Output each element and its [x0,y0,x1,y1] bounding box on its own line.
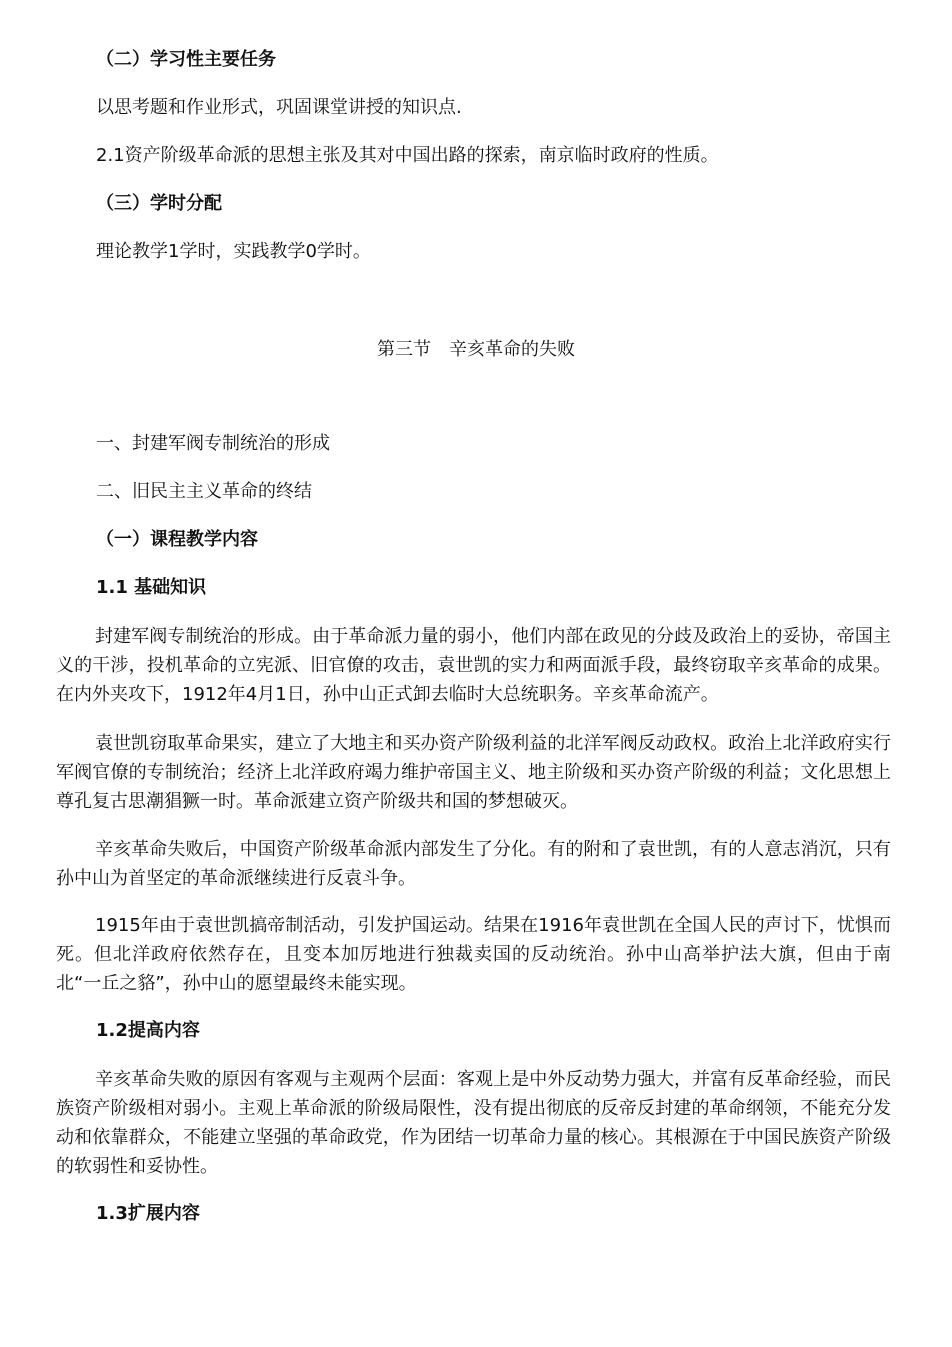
basic-knowledge-heading: 1.1 基础知识 [96,577,207,598]
outline-item-2: 二、旧民主主义革命的终结 [96,481,312,502]
course-content-heading: （一）课程教学内容 [96,529,258,550]
section3-heading: （三）学时分配 [96,193,222,214]
basic-paragraph-2: 袁世凯窃取革命果实，建立了大地主和买办资产阶级利益的北洋军阀反动政权。政治上北洋政府实行军阀官僚的专制统治；经济上北洋政府竭力维护帝国主义、地主阶级和买办资产阶级的利益；文化思想上尊孔复古思潮猖獗一时。革命派建立资产阶级共和国的梦想破灭。 [56,733,891,812]
basic-paragraph-1: 封建军阀专制统治的形成。由于革命派力量的弱小，他们内部在政见的分歧及政治上的妥协，帝国主义的干涉，投机革命的立宪派、旧官僚的攻击，袁世凯的实力和两面派手段，最终窃取辛亥革命的成果。在内外夹攻下，1912年4月1日，孙中山正式卸去临时大总统职务。辛亥革命流产。 [56,626,891,705]
basic-paragraph-3: 辛亥革命失败后，中国资产阶级革命派内部发生了分化。有的附和了袁世凯，有的人意志消沉，只有孙中山为首坚定的革命派继续进行反袁斗争。 [56,839,891,889]
chapter-title: 第三节 辛亥革命的失败 [377,339,575,360]
advanced-paragraph: 辛亥革命失败的原因有客观与主观两个层面：客观上是中外反动势力强大，并富有反革命经验，而民族资产阶级相对弱小。主观上革命派的阶级局限性，没有提出彻底的反帝反封建的革命纲领，不能充分发动和依靠群众，不能建立坚强的革命政党，作为团结一切革命力量的核心。其根源在于中国民族资产阶级的软弱性和妥协性。 [56,1069,891,1177]
section3-line1: 理论教学1学时，实践教学0学时。 [96,241,371,262]
outline-item-1: 一、封建军阀专制统治的形成 [96,433,330,454]
basic-paragraph-4: 1915年由于袁世凯搞帝制活动，引发护国运动。结果在1916年袁世凯在全国人民的声讨下，忧惧而死。但北洋政府依然存在，且变本加厉地进行独裁卖国的反动统治。孙中山高举护法大旗，但由于南北“一丘之貉”，孙中山的愿望最终未能实现。 [56,915,891,994]
section2-heading: （二）学习性主要任务 [96,49,276,70]
section2-line2: 2.1资产阶级革命派的思想主张及其对中国出路的探索，南京临时政府的性质。 [96,145,719,166]
advanced-heading: 1.2提高内容 [96,1020,200,1041]
section2-line1: 以思考题和作业形式，巩固课堂讲授的知识点. [96,97,462,118]
extended-heading: 1.3扩展内容 [96,1203,200,1224]
